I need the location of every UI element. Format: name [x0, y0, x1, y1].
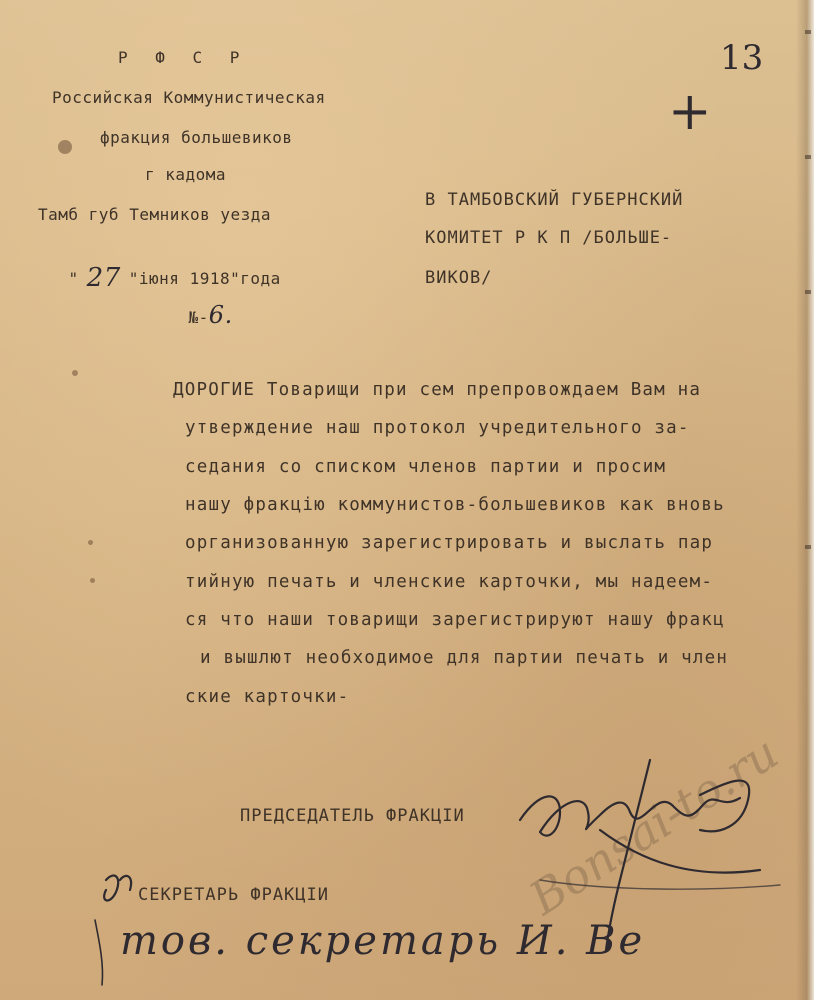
document-number-value: 6.	[208, 301, 233, 329]
header-faction: фракция большевиков	[100, 128, 293, 147]
header-town: г кадома	[145, 165, 227, 184]
header-rsfsr: Р Ф С Р	[118, 48, 249, 67]
body-line: организованную зарегистрировать и выслать пар	[185, 533, 714, 553]
body-line: ся что наши товарищи зарегистрируют нашу фракц	[185, 610, 725, 630]
body-line: утверждение наш протокол учредительного за-	[185, 418, 690, 438]
cross-mark: +	[668, 82, 712, 142]
date-day: 27	[86, 263, 121, 293]
body-line: седания со списком членов партии и просим	[185, 457, 667, 477]
chairman-label: ПРЕДСЕДАТЕЛЬ ФРАКЦIИ	[240, 806, 465, 826]
addressee-line-1: В ТАМБОВСКИЙ ГУБЕРНСКИЙ	[425, 190, 684, 210]
addressee-line-2: КОМИТЕТ Р К П /БОЛЬШЕ-	[425, 228, 673, 248]
addressee-line-3: ВИКОВ/	[425, 268, 493, 288]
body-line: тийную печать и членские карточки, мы надеем-	[185, 572, 714, 592]
document-number: №-6.	[188, 301, 233, 329]
date-open-quote: "	[68, 269, 79, 288]
secretary-label: СЕКРЕТАРЬ ФРАКЦIИ	[138, 885, 329, 905]
header-party-name: Российская Коммунистическая	[52, 88, 326, 107]
watermark: Bonsai-to.ru	[520, 725, 788, 926]
body-line: ские карточки-	[185, 687, 350, 707]
body-line: и вышлют необходимое для партии печать и член	[200, 648, 729, 668]
page-number: 13	[720, 38, 764, 78]
body-line: нашу фракцiю коммунистов-большевиков как вновь	[185, 495, 725, 515]
body-line: ДОРОГИЕ Товарищи при сем препровождаем Вам на	[173, 380, 702, 400]
secretary-handwritten-signature: тов. секретарь И. Ве	[120, 918, 646, 964]
header-district: Тамб губ Темников уезда	[38, 205, 272, 224]
date-rest: "iюня 1918"года	[128, 269, 281, 288]
